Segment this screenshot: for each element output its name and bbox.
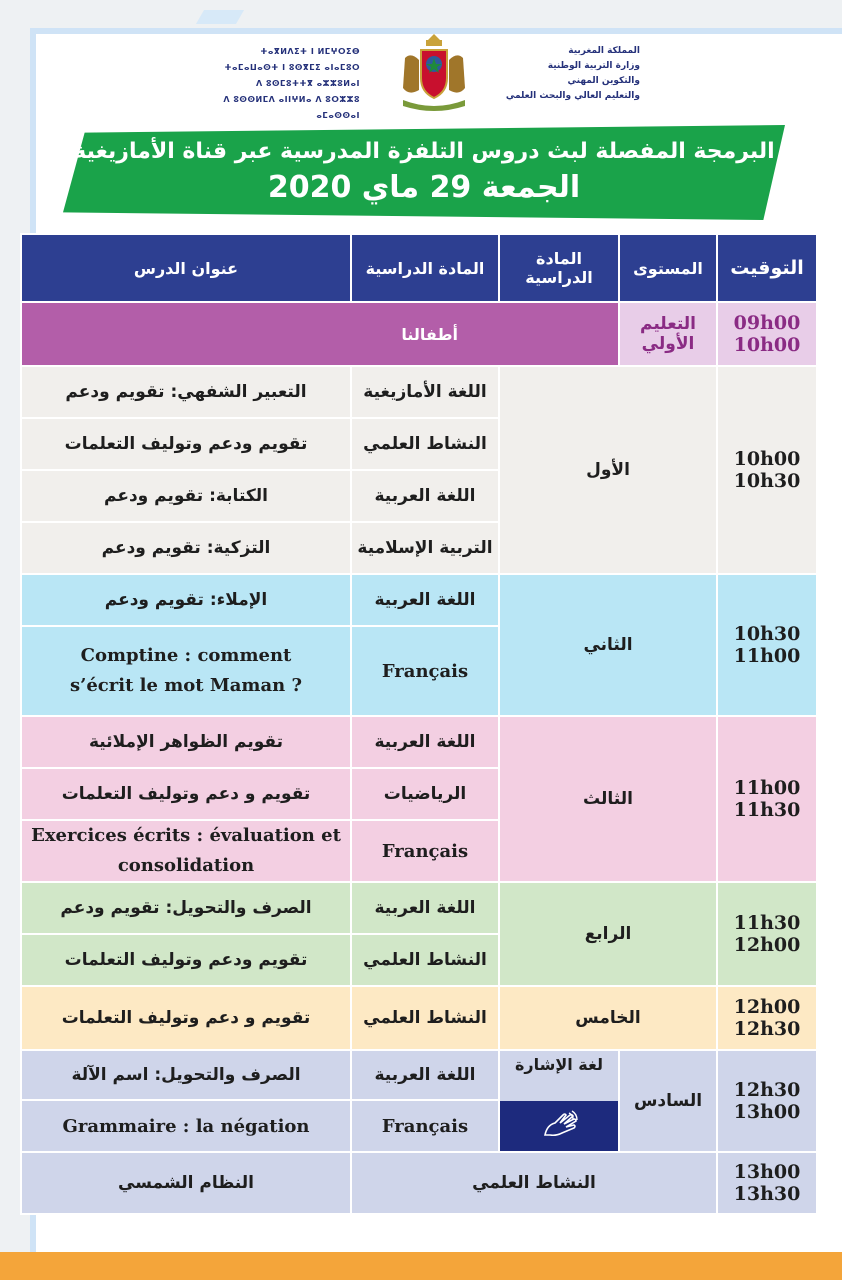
- lesson-cell: تقويم و دعم وتوليف التعلمات: [21, 986, 351, 1050]
- grade5-time: 12h00 12h30: [717, 986, 817, 1050]
- table-row: [21, 366, 817, 418]
- subject-cell: Français: [351, 1100, 499, 1152]
- table-row: [21, 574, 817, 626]
- subject-cell: النشاط العلمي: [351, 986, 499, 1050]
- lesson-cell: تقويم الظواهر الإملائية: [21, 716, 351, 768]
- grade2-level: الثاني: [499, 574, 717, 716]
- subject-cell: اللغة الأمازيغية: [351, 366, 499, 418]
- subject-cell: اللغة العربية: [351, 716, 499, 768]
- official-header: [210, 30, 650, 120]
- subject-cell: اللغة العربية: [351, 882, 499, 934]
- table-row: [21, 716, 817, 768]
- decor-stripe: [196, 10, 244, 24]
- lesson-cell: التزكية: تقويم ودعم: [21, 522, 351, 574]
- tifinagh-heading: ⵜⴰⴳⵍⴷⵉⵜ ⵏ ⵍⵎⵖⵔⵉⴱ ⵜⴰⵎⴰⵡⴰⵙⵜ ⵏ ⵓⵙⴳⵎⵉ ⴰⵏⴰⵎⵓⵔ ⴷ ⵓⵙⵎⵓⵜⵜⴳ ⴰⵣⵣⵓⵍⴰⵏ ⴷ ⵓⵙⵙⵍⵎⴷ ⴰⵏⵏⵖⵍⴰ ⴷ ⵓⵔⵣⵣⵓ ⴰⵎⴰⵙⵙⴰⵏ: [223, 47, 360, 120]
- table-header-row: [21, 234, 817, 302]
- grade6-level: السادس: [619, 1050, 717, 1152]
- table-row: [21, 986, 817, 1050]
- grade6-time: 12h30 13h00: [717, 1050, 817, 1152]
- header-subject-a: المادة الدراسية: [499, 234, 619, 302]
- grade3-level: الثالث: [499, 716, 717, 882]
- preschool-level: التعليم الأولي: [619, 302, 717, 366]
- moroccan-crest-icon: [395, 30, 473, 112]
- subject-cell: اللغة العربية: [351, 1050, 499, 1100]
- last-time: 13h00 13h30: [717, 1152, 817, 1214]
- lesson-cell: تقويم ودعم وتوليف التعلمات: [21, 418, 351, 470]
- subject-cell: Français: [351, 626, 499, 716]
- header-lesson: عنوان الدرس: [21, 234, 351, 302]
- header-level: المستوى: [619, 234, 717, 302]
- preschool-lesson: أطفالنا: [21, 302, 619, 366]
- subject-cell: اللغة العربية: [351, 574, 499, 626]
- subject-cell: Français: [351, 820, 499, 882]
- sign-language-cell: [499, 1050, 619, 1152]
- header-time: التوقيت: [717, 234, 817, 302]
- page-date: الجمعة 29 ماي 2020: [267, 170, 581, 205]
- subject-cell: الرياضيات: [351, 768, 499, 820]
- subject-cell: اللغة العربية: [351, 470, 499, 522]
- grade2-time: 10h30 11h00: [717, 574, 817, 716]
- bottom-bar: [0, 1252, 842, 1280]
- grade1-time: 10h00 10h30: [717, 366, 817, 574]
- subject-cell: النشاط العلمي: [351, 1152, 717, 1214]
- preschool-time: 09h00 10h00: [717, 302, 817, 366]
- grade4-level: الرابع: [499, 882, 717, 986]
- table-row: [21, 302, 817, 366]
- sign-language-icon: [500, 1101, 618, 1151]
- arabic-heading: المملكة المغربية وزارة التربية الوطنية والتكوين المهني والتعليم العالي والبحث العلمي: [505, 46, 640, 101]
- lesson-cell: Grammaire : la négation: [21, 1100, 351, 1152]
- grade4-time: 11h30 12h00: [717, 882, 817, 986]
- header-subject-b: المادة الدراسية: [351, 234, 499, 302]
- lesson-cell: الصرف والتحويل: اسم الآلة: [21, 1050, 351, 1100]
- lesson-cell: Exercices écrits : évaluation et consolidation: [21, 820, 351, 882]
- table-row: [21, 1050, 817, 1100]
- lesson-cell: الإملاء: تقويم ودعم: [21, 574, 351, 626]
- grade1-level: الأول: [499, 366, 717, 574]
- sign-language-label: لغة الإشارة: [500, 1051, 618, 1101]
- table-row: [21, 1152, 817, 1214]
- lesson-cell: الكتابة: تقويم ودعم: [21, 470, 351, 522]
- subject-cell: التربية الإسلامية: [351, 522, 499, 574]
- lesson-cell: الصرف والتحويل: تقويم ودعم: [21, 882, 351, 934]
- lesson-cell: تقويم و دعم وتوليف التعلمات: [21, 768, 351, 820]
- subject-cell: النشاط العلمي: [351, 418, 499, 470]
- page-title: البرمجة المفصلة لبث دروس التلفزة المدرسية عبر قناة الأمازيغية: [73, 139, 775, 164]
- table-row: [21, 882, 817, 934]
- lesson-cell: تقويم ودعم وتوليف التعلمات: [21, 934, 351, 986]
- schedule-table: [20, 233, 818, 1215]
- grade5-level: الخامس: [499, 986, 717, 1050]
- lesson-cell: النظام الشمسي: [21, 1152, 351, 1214]
- title-banner-text: [63, 125, 785, 220]
- lesson-cell: التعبير الشفهي: تقويم ودعم: [21, 366, 351, 418]
- grade3-time: 11h00 11h30: [717, 716, 817, 882]
- subject-cell: النشاط العلمي: [351, 934, 499, 986]
- lesson-cell: Comptine : comment s’écrit le mot Maman ?: [21, 626, 351, 716]
